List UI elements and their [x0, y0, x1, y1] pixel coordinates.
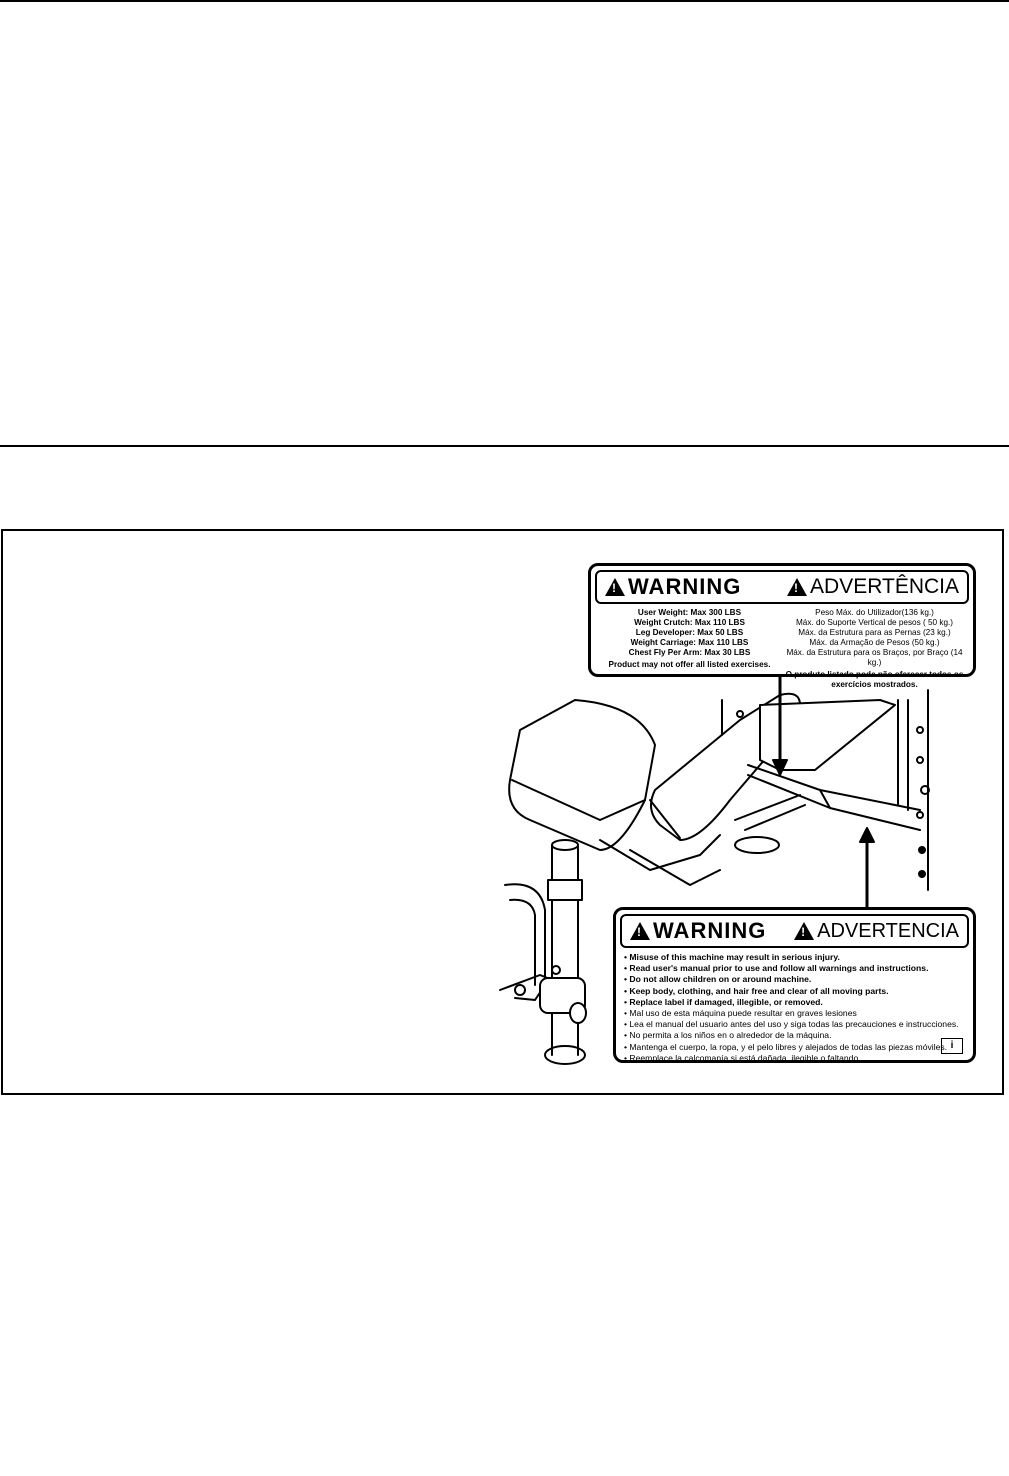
label-header — [595, 570, 969, 604]
english-column — [597, 608, 782, 690]
bullet-es: • No permita a los niños en o alrededor de la máquina. — [624, 1030, 832, 1041]
bullet-en: • Replace label if damaged, illegible, or removed. — [624, 996, 823, 1007]
exercise-note-en: Product may not offer all listed exercises. — [608, 660, 771, 669]
bullet-en: • Keep body, clothing, and hair free and clear of all moving parts. — [624, 985, 889, 996]
limit-line: Máx. do Suporte Vertical de pesos ( 50 kg.) — [795, 618, 953, 627]
label-header — [620, 914, 969, 948]
warning-label-safety — [613, 907, 976, 1063]
warning-triangle-icon — [787, 578, 807, 596]
limit-line: Chest Fly Per Arm: Max 30 LBS — [628, 648, 751, 657]
label-columns — [597, 608, 967, 690]
limit-line: Weight Carriage: Max 110 LBS — [630, 638, 749, 647]
bullet-es: • Reemplace la calcomanía si está dañada, ilegible,o faltando. — [624, 1052, 861, 1063]
bullet-es: • Lea el manual del usuario antes del uso y siga todas las precauciones e instrucciones. — [624, 1019, 959, 1030]
limit-line: Máx. da Estrutura para as Pernas (23 kg.) — [798, 628, 951, 637]
warning-triangle-icon — [794, 922, 814, 940]
warning-label-weight-limits — [588, 563, 976, 689]
limit-line: Peso Máx. do Utilizador(136 kg.) — [815, 608, 934, 617]
warning-triangle-icon — [630, 922, 650, 940]
limit-line: Máx. da Armação de Pesos (50 kg.) — [809, 638, 940, 647]
label-title-pt: ADVERTÊNCIA — [810, 575, 959, 598]
label-title-es: ADVERTENCIA — [817, 919, 959, 942]
bullet-en: • Read user's manual prior to use and follow all warnings and instructions. — [624, 963, 929, 974]
bullet-es: • Mal uso de esta máquina puede resultar en graves lesiones — [624, 1008, 857, 1019]
limit-line: User Weight: Max 300 LBS — [637, 608, 742, 617]
limit-line: Máx. da Estrutura para os Braços, por Braço (14 kg.) — [786, 648, 963, 667]
label-title-en: WARNING — [653, 918, 767, 943]
safety-bullets — [624, 952, 965, 1064]
limit-line: Weight Crutch: Max 110 LBS — [634, 618, 745, 627]
manual-book-icon: i — [941, 1038, 963, 1054]
warning-triangle-icon — [605, 578, 625, 596]
bullet-es: • Mantenga el cuerpo, la ropa, y el pelo libres y alejados de todas las piezas móviles. — [624, 1041, 948, 1052]
limit-line: Leg Developer: Max 50 LBS — [635, 628, 744, 637]
exercise-note-pt: O produto listado pode não oferecer todos os exercícios mostrados. — [785, 670, 964, 689]
portuguese-column — [782, 608, 967, 690]
bullet-en: • Do not allow children on or around machine. — [624, 974, 812, 985]
bullet-en: • Misuse of this machine may result in serious injury. — [624, 952, 840, 962]
label-title-en: WARNING — [628, 574, 742, 599]
